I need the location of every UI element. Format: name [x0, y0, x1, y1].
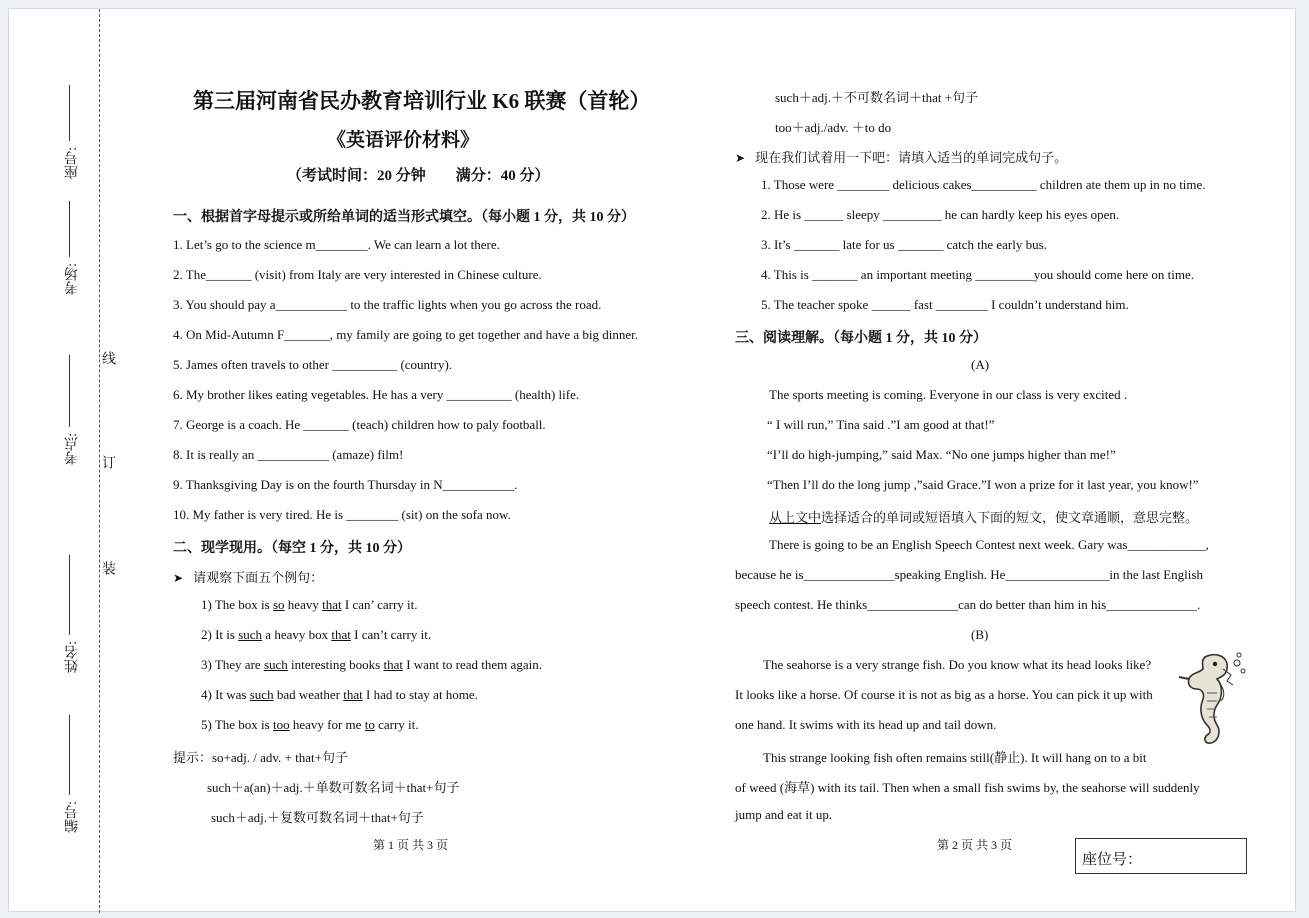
example-text: 2) It is: [201, 627, 239, 642]
page-1-footer: 第 1 页 共 3 页: [373, 838, 449, 852]
question-10: 10. My father is very tired. He is ________ (sit) on the sofa now.: [173, 507, 511, 522]
example-keyword: such: [249, 687, 274, 702]
practice-4: 4. This is _______ an important meeting _________you should come here on time.: [761, 267, 1195, 282]
example-text: 5) The box is: [201, 717, 273, 732]
question-6: 6. My brother likes eating vegetables. He has a very __________ (health) life.: [173, 387, 580, 402]
site-label: 考点:: [65, 433, 80, 465]
name-label: 姓名:: [65, 641, 80, 673]
cut-mark-line: 线: [100, 351, 115, 365]
practice-1: 1. Those were ________ delicious cakes__________ children ate them up in no time.: [761, 177, 1206, 192]
cloze-line-3: speech contest. He thinks______________can do better than him in his______________.: [735, 597, 1201, 612]
example-text: I can’t carry it.: [350, 627, 432, 642]
exam-subtitle: 《英语评价材料》: [327, 130, 480, 151]
observe-line: [173, 567, 323, 586]
example-4: [201, 687, 478, 703]
example-text: bad weather: [273, 687, 344, 702]
cloze-instruction: [769, 507, 1198, 526]
question-7: 7. George is a coach. He _______ (teach) children how to paly football.: [173, 417, 546, 432]
example-keyword: that: [331, 627, 351, 642]
number-label: 编号:: [65, 801, 80, 833]
passage-a-line-2: “ I will run,” Tina said .”I am good at that!”: [767, 417, 995, 432]
passage-a-line-4: “Then I’ll do the long jump ,”said Grace.”I won a prize for it last year, you know!”: [767, 477, 1199, 492]
try-it-text: 现在我们试着用一下吧：请填入适当的单词完成句子。: [755, 150, 1068, 165]
observe-text: 请观察下面五个例句：: [193, 570, 324, 585]
page-1: [9, 9, 649, 909]
cloze-line-2: because he is______________speaking English. He________________in the last English: [735, 567, 1203, 582]
passage-b-line-5: of weed (海草) with its tail. Then when a small fish swims by, the seahorse will suddenly: [735, 780, 1200, 795]
question-3: 3. You should pay a___________ to the traffic lights when you go across the road.: [173, 297, 602, 312]
example-text: I can’ carry it.: [341, 597, 418, 612]
example-text: 1) The box is: [201, 597, 273, 612]
example-text: 3) They are: [201, 657, 264, 672]
question-2: 2. The_______ (visit) from Italy are very interested in Chinese culture.: [173, 267, 542, 282]
instruction-text: 选择适合的单词或短语填入下面的短文，使文章通顺，意思完整。: [821, 510, 1199, 525]
passage-b-label: (B): [971, 627, 989, 642]
example-keyword: such: [238, 627, 263, 642]
example-text: a heavy box: [262, 627, 332, 642]
example-keyword: that: [383, 657, 403, 672]
passage-a-label: (A): [971, 357, 990, 372]
instruction-underlined: 从上文中: [769, 510, 822, 525]
passage-b-line-6: jump and eat it up.: [735, 807, 833, 822]
room-label: 考场:: [65, 263, 80, 295]
question-8: 8. It is really an ___________ (amaze) film!: [173, 447, 404, 462]
question-1: 1. Let’s go to the science m________. We can learn a lot there.: [173, 237, 500, 252]
try-it-line: [735, 147, 1067, 166]
cut-mark-order: 订: [100, 455, 115, 469]
section-2-heading: 二、现学现用。（每空 1 分，共 10 分）: [173, 541, 411, 556]
example-keyword: to: [364, 717, 375, 732]
seat-box-label: 座位号：: [1082, 852, 1143, 868]
question-5: 5. James often travels to other __________ (country).: [173, 357, 453, 372]
question-4: 4. On Mid-Autumn F_______, my family are going to get together and have a big dinner.: [173, 327, 639, 342]
seahorse-illustration: [1177, 649, 1249, 749]
passage-a-line-1: The sports meeting is coming. Everyone in our class is very excited .: [769, 387, 1128, 402]
tip-4: such＋adj.＋不可数名词＋that +句子: [775, 90, 979, 105]
exam-sheet: [8, 8, 1296, 912]
practice-2: 2. He is ______ sleepy _________ he can hardly keep his eyes open.: [761, 207, 1120, 222]
tip-3: such＋adj.＋复数可数名词＋that+句子: [211, 810, 424, 825]
passage-b-line-4: This strange looking fish often remains still(静止). It will hang on to a bit: [763, 750, 1147, 765]
cut-mark-bind: 装: [100, 561, 115, 575]
passage-b-line-1: The seahorse is a very strange fish. Do you know what its head looks like?: [763, 657, 1152, 672]
tip-1: 提示：so+adj. / adv. + that+句子: [173, 750, 348, 765]
exam-info: （考试时间：20 分钟 满分：40 分）: [287, 168, 550, 184]
example-text: heavy for me: [289, 717, 365, 732]
section-1-heading: 一、根据首字母提示或所给单词的适当形式填空。（每小题 1 分，共 10 分）: [173, 210, 635, 225]
example-2: [201, 627, 431, 643]
practice-5: 5. The teacher spoke ______ fast ________ I couldn’t understand him.: [761, 297, 1129, 312]
example-keyword: that: [343, 687, 363, 702]
example-keyword: too: [272, 717, 290, 732]
tip-5: too＋adj./adv. ＋to do: [775, 120, 892, 135]
example-keyword: such: [263, 657, 288, 672]
passage-b-line-2: It looks like a horse. Of course it is not as big as a horse. You can pick it up with: [735, 687, 1153, 702]
tip-2: such＋a(an)＋adj.＋单数可数名词＋that+句子: [207, 780, 460, 795]
example-text: 4) It was: [201, 687, 250, 702]
example-5: [201, 717, 419, 733]
page-2-footer: 第 2 页 共 3 页: [937, 838, 1013, 852]
seat-number-box[interactable]: [1075, 838, 1247, 874]
example-3: [201, 657, 542, 673]
example-text: heavy: [284, 597, 323, 612]
example-text: I had to stay at home.: [362, 687, 478, 702]
page-2: [649, 9, 1289, 909]
example-1: [201, 597, 418, 613]
section-3-heading: 三、阅读理解。（每小题 1 分，共 10 分）: [735, 331, 987, 346]
example-text: interesting books: [287, 657, 384, 672]
example-text: carry it.: [374, 717, 419, 732]
arrow-bullet-icon: ➤: [735, 151, 746, 165]
exam-title: 第三届河南省民办教育培训行业 K6 联赛（首轮）: [193, 89, 651, 113]
arrow-bullet-icon: ➤: [173, 571, 184, 585]
example-text: I want to read them again.: [402, 657, 542, 672]
practice-3: 3. It’s _______ late for us _______ catch the early bus.: [761, 237, 1047, 252]
passage-a-line-3: “I’ll do high-jumping,” said Max. “No one jumps higher than me!”: [767, 447, 1116, 462]
example-keyword: that: [322, 597, 342, 612]
passage-b-line-3: one hand. It swims with its head up and tail down.: [735, 717, 997, 732]
cloze-line-1: There is going to be an English Speech Contest next week. Gary was____________,: [769, 537, 1209, 552]
question-9: 9. Thanksgiving Day is on the fourth Thursday in N___________.: [173, 477, 518, 492]
seat-label: 座号:: [65, 147, 80, 179]
example-keyword: so: [272, 597, 285, 612]
